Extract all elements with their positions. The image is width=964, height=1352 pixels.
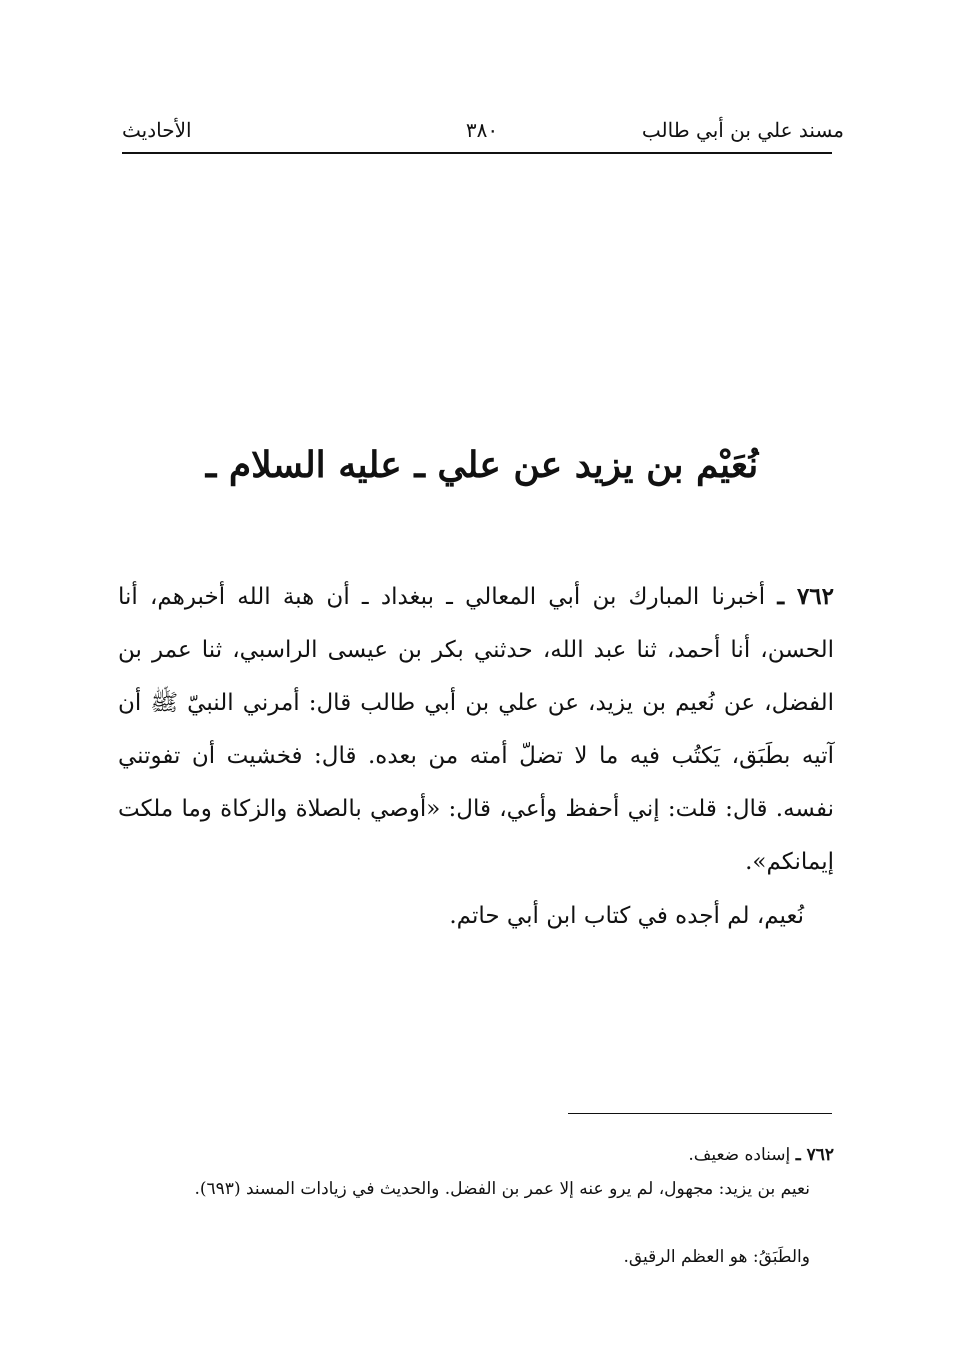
footnote-narrator-note: نعيم بن يزيد: مجهول، لم يرو عنه إلا عمر بن الفضل. والحديث في زيادات المسند (٦٩٣). [194, 1179, 810, 1199]
hadith-text: أخبرنا المبارك بن أبي المعالي ـ ببغداد ـ أن هبة الله أخبرهم، أنا الحسن، أنا أحمد، ثنا عبد الله، حدثني بكر بن عيسى الراسبي، ثنا عمر بن الفضل، عن نُعيم بن يزيد، عن علي بن أبي طالب قال: أمرني النبيّ ﷺ أن آتيه بطَبَق، يَكتُب فيه ما لا تضلّ أمته من بعده. قال: فخشيت أن تفوتني نفسه. قال: قلت: إني أحفظ وأعي، قال: «أوصي بالصلاة والزكاة وما ملكت إيمانكم». [118, 584, 834, 875]
running-header-section: الأحاديث [122, 118, 192, 142]
hadith-paragraph [118, 570, 834, 889]
hadith-number: ٧٦٢ ـ [777, 583, 835, 610]
footnote-number: ٧٦٢ ـ [795, 1145, 834, 1165]
running-header-book-title: مسند علي بن أبي طالب [641, 118, 844, 142]
footnote-definition: والطَبَقُ: هو العظم الرقيق. [623, 1247, 810, 1267]
chapter-title: نُعَيْم بن يزيد عن علي ـ عليه السلام ـ [205, 444, 759, 486]
footnote-isnad-grade: إسناده ضعيف. [688, 1145, 791, 1165]
footnote-divider [568, 1113, 832, 1114]
editor-note: نُعيم، لم أجده في كتاب ابن أبي حاتم. [449, 903, 804, 929]
header-divider [122, 152, 832, 154]
page-number: ٣٨٠ [465, 118, 499, 142]
footnote-line [118, 1138, 834, 1172]
